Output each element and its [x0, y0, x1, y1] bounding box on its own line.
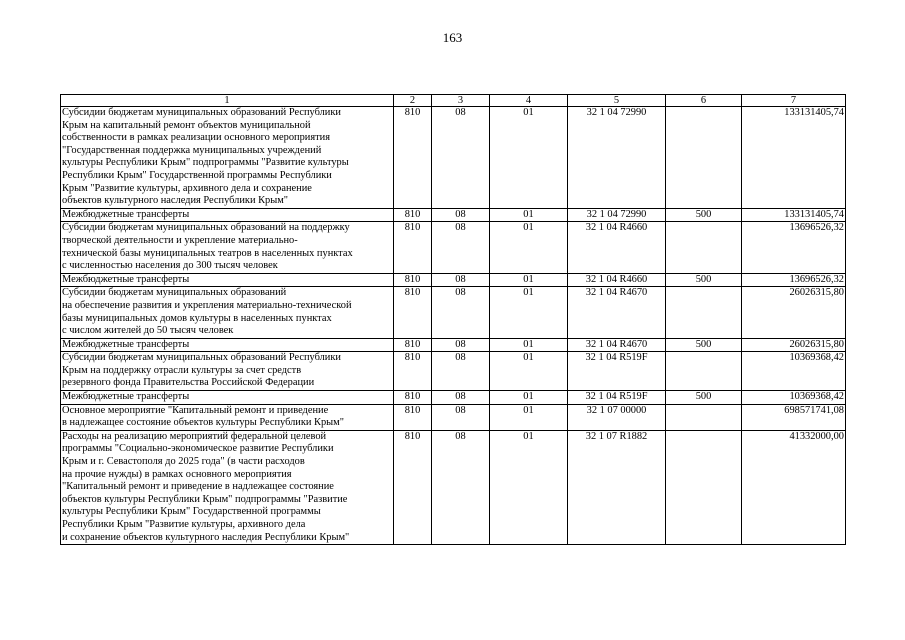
subsection-code-cell: 01: [490, 222, 568, 273]
amount-cell: 41332000,00: [742, 430, 846, 544]
budget-table: [60, 94, 846, 545]
expense-type-code-cell: [666, 352, 742, 391]
item-name-cell: Субсидии бюджетам муниципальных образований на поддержку творческой деятельности и укрепление материально- технической базы муниципальных театров в населенных пунктах с численностью населения до 300 тысяч человек: [61, 222, 394, 273]
target-article-code-cell: 32 1 04 R4670: [568, 338, 666, 352]
expense-type-code-cell: 500: [666, 338, 742, 352]
section-code-cell: 08: [432, 338, 490, 352]
expense-type-code-cell: 500: [666, 273, 742, 287]
amount-cell: 698571741,08: [742, 404, 846, 430]
expense-type-code-cell: [666, 404, 742, 430]
subsection-code-cell: 01: [490, 107, 568, 209]
header-col-5: 5: [568, 95, 666, 107]
section-code-cell: 08: [432, 222, 490, 273]
target-article-code-cell: 32 1 04 R4660: [568, 222, 666, 273]
item-name-cell: Межбюджетные трансферты: [61, 391, 394, 405]
target-article-code-cell: 32 1 04 R4670: [568, 287, 666, 338]
section-code-cell: 08: [432, 352, 490, 391]
section-code-cell: 08: [432, 273, 490, 287]
subsection-code-cell: 01: [490, 430, 568, 544]
expense-type-code-cell: [666, 430, 742, 544]
header-col-1: 1: [61, 95, 394, 107]
amount-cell: 26026315,80: [742, 287, 846, 338]
header-col-6: 6: [666, 95, 742, 107]
item-name-cell: Межбюджетные трансферты: [61, 208, 394, 222]
table-row: [61, 208, 846, 222]
target-article-code-cell: 32 1 07 00000: [568, 404, 666, 430]
table-row: [61, 352, 846, 391]
table-row: [61, 404, 846, 430]
item-name-cell: Межбюджетные трансферты: [61, 273, 394, 287]
target-article-code-cell: 32 1 04 R519F: [568, 352, 666, 391]
ministry-code-cell: 810: [394, 273, 432, 287]
amount-cell: 133131405,74: [742, 208, 846, 222]
subsection-code-cell: 01: [490, 391, 568, 405]
subsection-code-cell: 01: [490, 287, 568, 338]
table-row: [61, 430, 846, 544]
ministry-code-cell: 810: [394, 107, 432, 209]
target-article-code-cell: 32 1 04 72990: [568, 107, 666, 209]
subsection-code-cell: 01: [490, 338, 568, 352]
amount-cell: 26026315,80: [742, 338, 846, 352]
header-col-7: 7: [742, 95, 846, 107]
table-row: [61, 391, 846, 405]
subsection-code-cell: 01: [490, 404, 568, 430]
section-code-cell: 08: [432, 404, 490, 430]
header-row: [61, 95, 846, 107]
table-row: [61, 287, 846, 338]
section-code-cell: 08: [432, 430, 490, 544]
expense-type-code-cell: 500: [666, 208, 742, 222]
item-name-cell: Основное мероприятие "Капитальный ремонт и приведение в надлежащее состояние объектов культуры Республики Крым": [61, 404, 394, 430]
expense-type-code-cell: [666, 287, 742, 338]
table-row: [61, 107, 846, 209]
ministry-code-cell: 810: [394, 222, 432, 273]
ministry-code-cell: 810: [394, 338, 432, 352]
section-code-cell: 08: [432, 208, 490, 222]
section-code-cell: 08: [432, 287, 490, 338]
target-article-code-cell: 32 1 04 72990: [568, 208, 666, 222]
subsection-code-cell: 01: [490, 352, 568, 391]
ministry-code-cell: 810: [394, 352, 432, 391]
amount-cell: 13696526,32: [742, 273, 846, 287]
expense-type-code-cell: [666, 222, 742, 273]
target-article-code-cell: 32 1 04 R4660: [568, 273, 666, 287]
amount-cell: 10369368,42: [742, 391, 846, 405]
section-code-cell: 08: [432, 107, 490, 209]
amount-cell: 133131405,74: [742, 107, 846, 209]
table-body: [61, 107, 846, 545]
page-number: 163: [442, 30, 463, 45]
target-article-code-cell: 32 1 04 R519F: [568, 391, 666, 405]
amount-cell: 13696526,32: [742, 222, 846, 273]
item-name-cell: Межбюджетные трансферты: [61, 338, 394, 352]
ministry-code-cell: 810: [394, 208, 432, 222]
table-row: [61, 222, 846, 273]
expense-type-code-cell: [666, 107, 742, 209]
item-name-cell: Расходы на реализацию мероприятий федеральной целевой программы "Социально-экономическое развитие Республики Крым и г. Севастополя до 2025 года" (в части расходов на прочие нужды) в рамках основного мероприятия "Капитальный ремонт и приведение в надлежащее состояние объектов культуры Республики Крым" подпрограммы "Развитие культуры Республики Крым" Государственной программы Республики Крым "Развитие культуры, архивного дела и сохранение объектов культурного наследия Республики Крым": [61, 430, 394, 544]
target-article-code-cell: 32 1 07 R1882: [568, 430, 666, 544]
item-name-cell: Субсидии бюджетам муниципальных образований Республики Крым на поддержку отрасли культуры за счет средств резервного фонда Правительства Российской Федерации: [61, 352, 394, 391]
subsection-code-cell: 01: [490, 273, 568, 287]
ministry-code-cell: 810: [394, 391, 432, 405]
ministry-code-cell: 810: [394, 287, 432, 338]
ministry-code-cell: 810: [394, 430, 432, 544]
expense-type-code-cell: 500: [666, 391, 742, 405]
header-col-4: 4: [490, 95, 568, 107]
section-code-cell: 08: [432, 391, 490, 405]
header-col-3: 3: [432, 95, 490, 107]
ministry-code-cell: 810: [394, 404, 432, 430]
table-row: [61, 338, 846, 352]
item-name-cell: Субсидии бюджетам муниципальных образований на обеспечение развития и укрепления материально-технической базы муниципальных домов культуры в населенных пунктах с числом жителей до 50 тысяч человек: [61, 287, 394, 338]
subsection-code-cell: 01: [490, 208, 568, 222]
item-name-cell: Субсидии бюджетам муниципальных образований Республики Крым на капитальный ремонт объектов муниципальной собственности в рамках реализации основного мероприятия "Государственная поддержка муниципальных учреждений культуры Республики Крым" подпрограммы "Развитие культуры Республики Крым" Государственной программы Республики Крым "Развитие культуры, архивного дела и сохранение объектов культурного наследия Республики Крым": [61, 107, 394, 209]
amount-cell: 10369368,42: [742, 352, 846, 391]
header-col-2: 2: [394, 95, 432, 107]
table-row: [61, 273, 846, 287]
